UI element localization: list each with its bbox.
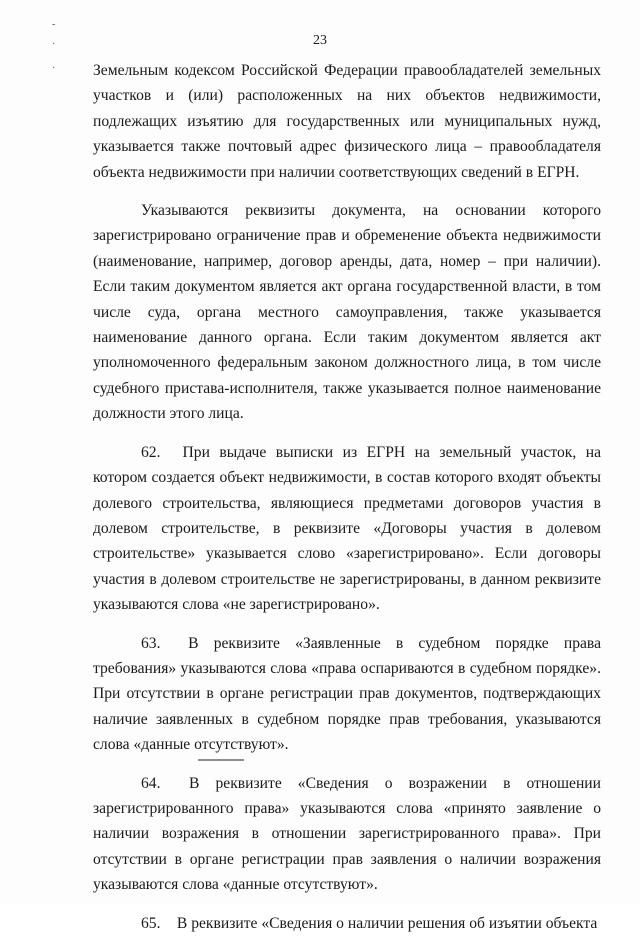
paragraph-63 (93, 631, 601, 758)
paragraph-text: В реквизите «Сведения о возражении в отношении зарегистрированного права» указываются слова «принято заявление о наличии возражения в отношении зарегистрированного права». При отсутствии в органе регистрации прав заявления о наличии возражения указываются слова «данные отсутствуют». (93, 774, 601, 894)
margin-mark: - (52, 19, 56, 30)
margin-mark: · (52, 63, 56, 74)
paragraph-number: 65. (141, 914, 161, 932)
paragraph-text: Указываются реквизиты документа, на основании которого зарегистрировано ограничение прав и обременение объекта недвижимости (наименование, например, договор аренды, дата, номер – при наличии). Если таким документом является акт органа государственной власти, в том числе суда, органа местного самоуправления, также указывается наименование данного органа. Если таким документом является акт уполномоченного федеральным законом должностного лица, в том числе судебного пристава-исполнителя, также указывается полное наименование должности этого лица. (93, 202, 601, 423)
paragraph-number: 62. (141, 443, 161, 461)
page-number: 23 (313, 33, 327, 48)
pen-stroke-mark (198, 759, 244, 761)
paragraph-requisites (93, 198, 601, 427)
paragraph-64 (93, 771, 601, 898)
paragraph-number: 64. (141, 774, 161, 792)
paragraph-continuation (93, 58, 601, 185)
paragraph-65 (93, 911, 601, 936)
paragraph-text: Земельным кодексом Российской Федерации правообладателей земельных участков и (или) расположенных на них объектов недвижимости, подлежащих изъятию для государственных или муниципальных нужд, указывается также почтовый адрес физического лица – правообладателя объекта недвижимости при наличии соответствующих сведений в ЕГРН. (93, 62, 601, 181)
paragraph-text: В реквизите «Заявленные в судебном порядке права требования» указываются слова «права оспариваются в судебном порядке». При отсутствии в органе регистрации прав документов, подтверждающих наличие заявленных в судебном порядке прав требования, указываются слова «данные отсутствуют». (93, 634, 601, 754)
document-body (93, 58, 601, 936)
margin-mark: · (52, 39, 56, 50)
paragraph-text: В реквизите «Сведения о наличии решения об изъятии объекта (176, 914, 598, 932)
paragraph-number: 63. (141, 634, 161, 652)
paragraph-text: При выдаче выписки из ЕГРН на земельный участок, на котором создается объект недвижимости, в состав которого входят объекты долевого строительства, являющиеся предметами договоров участия в долевом строительстве, в реквизите «Договоры участия в долевом строительстве» указывается слово «зарегистрировано». Если договоры участия в долевом строительстве не зарегистрированы, в данном реквизите указываются слова «не зарегистрировано». (93, 443, 601, 614)
paragraph-62 (93, 440, 601, 618)
